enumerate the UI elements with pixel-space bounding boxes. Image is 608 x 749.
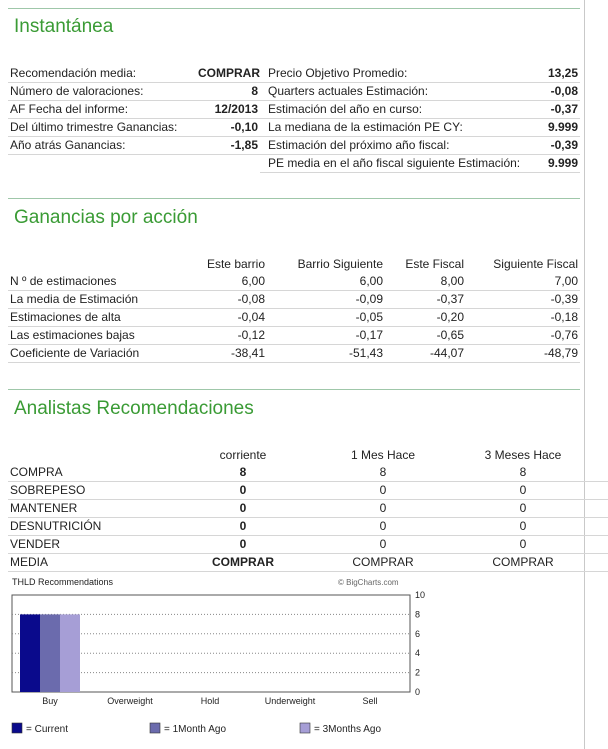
snapshot-row (8, 65, 580, 83)
snapshot-right-label: Precio Objetivo Promedio: (260, 65, 525, 83)
legend-swatch (150, 723, 160, 733)
analysts-row-label: COMPRA (8, 464, 158, 482)
y-tick-label: 8 (415, 609, 421, 620)
legend-series-name: Current (34, 724, 68, 735)
eps-table (8, 256, 580, 363)
bar-buy (40, 614, 60, 692)
eps-cell: -0,05 (267, 309, 385, 327)
bar-buy (20, 614, 40, 692)
eps-cell: -0,65 (385, 327, 466, 345)
analysts-row-label: VENDER (8, 536, 158, 554)
analysts-table (8, 447, 608, 572)
snapshot-right-value: -0,39 (525, 137, 580, 155)
analysts-title: Analistas Recomendaciones (14, 398, 254, 419)
eps-section (8, 256, 580, 363)
analysts-cell: 8 (158, 464, 328, 482)
analysts-cell: 0 (328, 482, 438, 500)
snapshot-right-value: 9.999 (525, 155, 580, 173)
legend-label (26, 724, 68, 735)
analysts-row (8, 482, 608, 500)
section-divider (8, 198, 580, 199)
eps-row (8, 309, 580, 327)
analysts-cell: 0 (158, 482, 328, 500)
legend-label (314, 724, 381, 735)
eps-cell: -0,76 (466, 327, 580, 345)
snapshot-left-value (196, 155, 260, 173)
analysts-section (8, 447, 580, 572)
x-tick-label: Hold (200, 696, 220, 706)
eps-row (8, 345, 580, 363)
eps-row-label: La media de Estimación (8, 291, 173, 309)
y-tick-label: 4 (415, 648, 421, 659)
eps-cell: -0,20 (385, 309, 466, 327)
snapshot-right-label: Quarters actuales Estimación: (260, 83, 525, 101)
x-tick-label: Sell (362, 696, 378, 706)
eps-column-header: Este barrio (206, 257, 265, 271)
eps-cell: -0,08 (173, 291, 267, 309)
y-tick-label: 0 (415, 687, 421, 697)
analysts-row (8, 518, 608, 536)
analysts-column-header: corriente (219, 448, 267, 462)
snapshot-title: Instantánea (14, 16, 114, 37)
analysts-row (8, 500, 608, 518)
snapshot-left-label: AF Fecha del informe: (8, 101, 196, 119)
snapshot-row (8, 83, 580, 101)
eps-row (8, 327, 580, 345)
eps-cell: -0,39 (466, 291, 580, 309)
eps-cell: 7,00 (466, 273, 580, 291)
analysts-cell: 8 (328, 464, 438, 482)
eps-cell: -0,09 (267, 291, 385, 309)
analysts-cell: 0 (438, 500, 608, 518)
analysts-cell: COMPRAR (158, 554, 328, 572)
analysts-cell: 0 (158, 500, 328, 518)
analysts-cell: 0 (328, 518, 438, 536)
snapshot-left-label: Número de valoraciones: (8, 83, 196, 101)
snapshot-right-value: 9.999 (525, 119, 580, 137)
analysts-row (8, 464, 608, 482)
eps-cell: -0,12 (173, 327, 267, 345)
snapshot-row (8, 101, 580, 119)
snapshot-table (8, 65, 580, 173)
analysts-column-header: 1 Mes Hace (350, 448, 416, 462)
chart-credit: © BigCharts.com (338, 578, 399, 587)
eps-row (8, 273, 580, 291)
analysts-row (8, 554, 608, 572)
eps-header-blank (8, 256, 173, 273)
snapshot-left-value: -1,85 (196, 137, 260, 155)
eps-cell: -0,37 (385, 291, 466, 309)
snapshot-left-value: -0,10 (196, 119, 260, 137)
eps-column-header: Siguiente Fiscal (493, 257, 578, 271)
eps-cell: -0,18 (466, 309, 580, 327)
snapshot-section (8, 65, 580, 173)
legend-prefix: = (164, 724, 173, 735)
analysts-cell: COMPRAR (438, 554, 608, 572)
analysts-cell: 0 (328, 536, 438, 554)
eps-column-header: Barrio Siguiente (297, 257, 383, 271)
analysts-cell: 0 (438, 518, 608, 536)
legend-swatch (12, 723, 22, 733)
eps-cell: 6,00 (267, 273, 385, 291)
eps-row-label: Coeficiente de Variación (8, 345, 173, 363)
analysts-row-label: MEDIA (8, 554, 158, 572)
eps-cell: 8,00 (385, 273, 466, 291)
analysts-cell: 8 (438, 464, 608, 482)
y-tick-label: 2 (415, 667, 421, 678)
x-tick-label: Overweight (107, 696, 153, 706)
page-right-border (584, 0, 585, 749)
snapshot-right-value: -0,08 (525, 83, 580, 101)
analysts-column-header: 3 Meses Hace (484, 448, 562, 462)
chart-svg (10, 575, 426, 743)
legend-series-name: 3Months Ago (322, 724, 381, 735)
analysts-row-label: SOBREPESO (8, 482, 158, 500)
eps-cell: -44,07 (385, 345, 466, 363)
snapshot-left-label: Año atrás Ganancias: (8, 137, 196, 155)
snapshot-row (8, 119, 580, 137)
snapshot-left-label (8, 155, 196, 173)
analysts-header-blank (8, 447, 158, 464)
analysts-row-label: MANTENER (8, 500, 158, 518)
snapshot-left-value: 8 (196, 83, 260, 101)
section-divider (8, 8, 580, 9)
analysts-row-label: DESNUTRICIÓN (8, 518, 158, 536)
snapshot-row (8, 137, 580, 155)
eps-cell: -0,17 (267, 327, 385, 345)
analysts-cell: 0 (328, 500, 438, 518)
eps-cell: -38,41 (173, 345, 267, 363)
analysts-cell: 0 (158, 518, 328, 536)
eps-title: Ganancias por acción (14, 207, 198, 228)
eps-cell: -48,79 (466, 345, 580, 363)
analysts-cell: 0 (438, 482, 608, 500)
legend-prefix: = (314, 724, 323, 735)
snapshot-row (8, 155, 580, 173)
legend-swatch (300, 723, 310, 733)
snapshot-left-value: 12/2013 (196, 101, 260, 119)
eps-row-label: Las estimaciones bajas (8, 327, 173, 345)
legend-series-name: 1Month Ago (172, 724, 226, 735)
snapshot-right-value: 13,25 (525, 65, 580, 83)
analysts-cell: COMPRAR (328, 554, 438, 572)
y-tick-label: 6 (415, 628, 421, 639)
snapshot-right-label: PE media en el año fiscal siguiente Estimación: (260, 155, 525, 173)
eps-cell: -0,04 (173, 309, 267, 327)
snapshot-right-label: Estimación del próximo año fiscal: (260, 137, 525, 155)
snapshot-right-value: -0,37 (525, 101, 580, 119)
chart-title: THLD Recommendations (12, 577, 114, 587)
analysts-row (8, 536, 608, 554)
recommendations-chart (10, 575, 426, 743)
snapshot-right-label: La mediana de la estimación PE CY: (260, 119, 525, 137)
snapshot-left-value: COMPRAR (196, 65, 260, 83)
snapshot-left-label: Recomendación media: (8, 65, 196, 83)
x-tick-label: Underweight (264, 696, 316, 706)
eps-row (8, 291, 580, 309)
analysts-cell: 0 (438, 536, 608, 554)
legend-label (164, 724, 226, 735)
snapshot-left-label: Del último trimestre Ganancias: (8, 119, 196, 137)
snapshot-right-label: Estimación del año en curso: (260, 101, 525, 119)
analysts-cell: 0 (158, 536, 328, 554)
eps-cell: 6,00 (173, 273, 267, 291)
legend-prefix: = (26, 724, 35, 735)
section-divider (8, 389, 580, 390)
bar-buy (60, 614, 80, 692)
eps-row-label: Estimaciones de alta (8, 309, 173, 327)
eps-cell: -51,43 (267, 345, 385, 363)
eps-row-label: N º de estimaciones (8, 273, 173, 291)
y-tick-label: 10 (415, 590, 426, 600)
eps-column-header: Este Fiscal (405, 257, 464, 271)
x-tick-label: Buy (42, 696, 58, 706)
